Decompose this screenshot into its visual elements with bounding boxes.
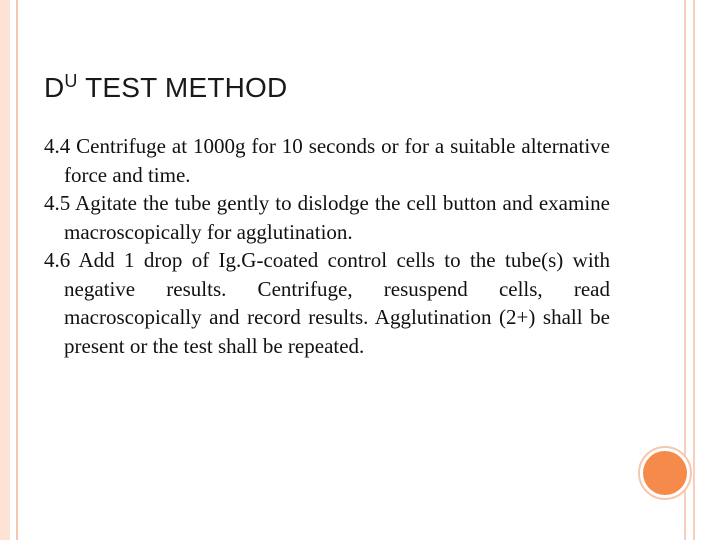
title-letter: D [44,72,65,103]
slide-body [44,132,610,360]
left-border-line [16,0,18,540]
title-text: TEST METHOD [77,72,288,103]
item-number: 4.6 [44,248,71,272]
slide-title [44,72,287,104]
orange-circle-decoration [643,451,687,495]
title-superscript: U [64,71,78,91]
item-text: Add 1 drop of Ig.G-coated control cells to the tube(s) with negative results. Centrifuge, resuspend cells, read macroscopically and record results. Agglutination (2+) shall be present or the test shall be repeated. [64,248,610,358]
right-border-line-inner [693,0,695,540]
item-number: 4.4 [44,134,71,158]
item-number: 4.5 [44,191,71,215]
item-text: Centrifuge at 1000g for 10 seconds or for a suitable alternative force and time. [64,134,610,187]
left-border-decoration [0,0,10,540]
list-item [44,246,610,360]
item-text: Agitate the tube gently to dislodge the cell button and examine macroscopically for agglutination. [64,191,610,244]
list-item [44,132,610,189]
list-item [44,189,610,246]
